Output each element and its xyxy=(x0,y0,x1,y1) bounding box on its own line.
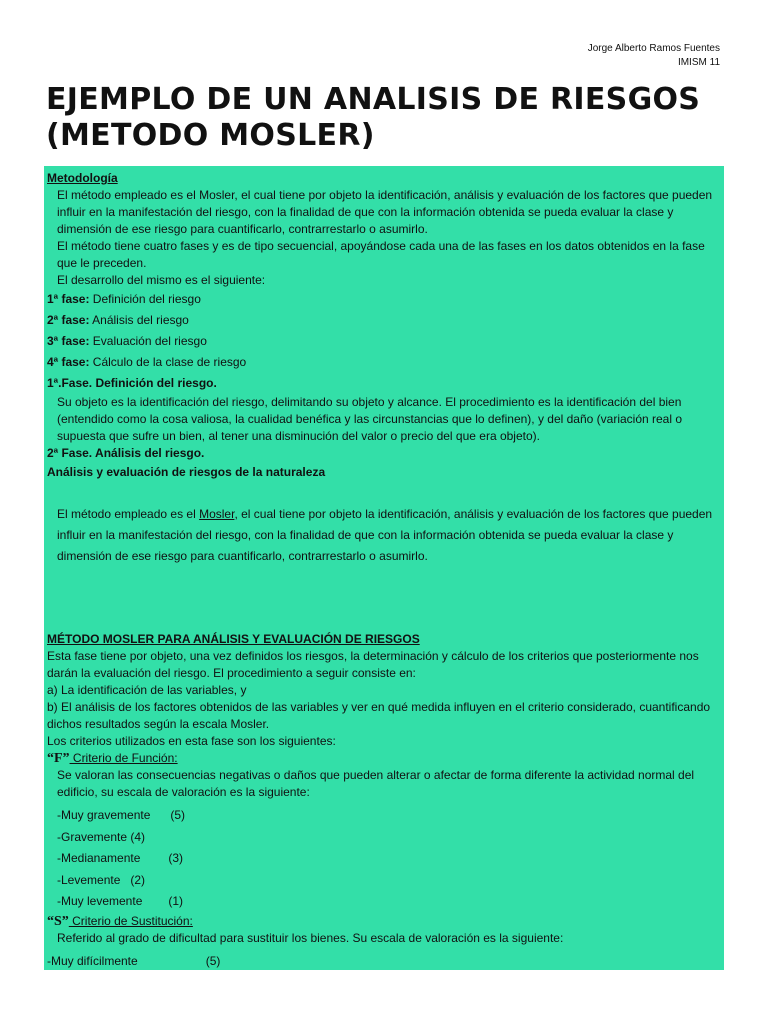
mosler-text: Esta fase tiene por objeto, una vez definidos los riesgos, la determinación y cálculo de los criterios que posteriormente nos darán la evaluación del riesgo. El procedimiento a seguir consiste en: xyxy=(47,649,699,680)
scale-label: -Medianamente xyxy=(57,851,141,865)
scale-item xyxy=(47,848,721,870)
scale-label: -Gravemente xyxy=(57,829,128,844)
phase-text: Definición del riesgo xyxy=(89,292,201,306)
paragraph-1: El método empleado es el Mosler, el cual tiene por objeto la identificación, análisis y evaluación de los factores que pueden influir en la manifestación del riesgo, con la finalidad de que con la información obtenida se pueda evaluar la clase y dimensión de ese riesgo para cuantificarlo, contrarrestarlo o asumirlo. xyxy=(57,188,713,236)
phase1-heading: 1ª.Fase. Definición del riesgo. xyxy=(47,376,217,390)
mosler-heading: MÉTODO MOSLER PARA ANÁLISIS Y EVALUACIÓN DE RIESGOS xyxy=(47,632,420,646)
phase2-heading: 2ª Fase. Análisis del riesgo. xyxy=(47,446,205,460)
phase-label: 3ª fase: xyxy=(47,334,90,348)
paragraph-3: El desarrollo del mismo es el siguiente: xyxy=(57,273,266,287)
item-a: a) La identificación de las variables, y xyxy=(47,683,247,697)
title-line-1: EJEMPLO DE UN ANALISIS DE RIESGOS xyxy=(46,82,701,117)
phase-text: Evaluación del riesgo xyxy=(89,334,207,348)
course-code: IMISM 11 xyxy=(677,57,720,68)
scale-value: (5) xyxy=(170,808,186,822)
page-title xyxy=(46,82,726,154)
analysis-heading: Análisis y evaluación de riesgos de la naturaleza xyxy=(47,465,326,479)
phase-text: Análisis del riesgo xyxy=(89,313,189,327)
phase-label: 2ª fase: xyxy=(47,313,90,327)
scale-item xyxy=(47,827,721,849)
author-name: Jorge Alberto Ramos Fuentes xyxy=(587,43,720,54)
paragraph-4 xyxy=(47,504,721,567)
scale-value: (3) xyxy=(168,851,184,865)
paragraph-4-prefix: El método empleado es el xyxy=(57,507,200,521)
scale-label: -Muy levemente xyxy=(57,894,143,908)
criterion-f xyxy=(47,750,721,767)
scale-item xyxy=(47,891,721,913)
criterion-s-label: Criterio de Sustitución: xyxy=(68,913,193,928)
spacer xyxy=(47,483,721,504)
item-b: b) El análisis de los factores obtenidos de las variables y ver en qué medida influyen en el criterio considerado, cuantificando dichos resultados según la escala Mosler. xyxy=(47,700,711,731)
phase-item xyxy=(47,331,721,352)
criterion-f-label: Criterio de Función: xyxy=(69,751,178,765)
phase-text: Cálculo de la clase de riesgo xyxy=(89,355,247,369)
phase1-text: Su objeto es la identificación del riesgo, delimitando su objeto y alcance. El procedimiento es la identificación del bien (entendido como la cosa valiosa, la cualidad benéfica y las circunstancias que lo definen), y del daño (variación real o supuesta que sufre un bien, al tener una disminución del valor o precio del que era objeto). xyxy=(57,395,683,443)
paragraph-2: El método tiene cuatro fases y es de tipo secuencial, apoyándose cada una de las fases en los datos obtenidos en la fase que le preceden. xyxy=(57,239,705,270)
scale-value: (4) xyxy=(130,829,146,844)
scale-label: -Levemente xyxy=(57,872,121,887)
scale-value: (2) xyxy=(130,872,146,887)
spacer xyxy=(47,567,721,631)
content-box xyxy=(44,166,724,970)
criterion-f-mark: “F” xyxy=(47,751,70,766)
scale-label: -Muy gravemente xyxy=(57,808,151,822)
phase-label: 1ª fase: xyxy=(47,292,90,306)
scale-item xyxy=(47,870,721,892)
criterion-s-text: Referido al grado de dificultad para sustituir los bienes. Su escala de valoración es la siguiente: xyxy=(57,930,564,945)
paragraph-4-suffix: , el cual tiene por objeto la identificación, análisis y evaluación de los factores que pueden influir en la manifestación del riesgo, con la finalidad de que con la información obtenida se pueda evaluar la clase y dimensión de ese riesgo para cuantificarlo, contrarrestarlo o asumirlo. xyxy=(57,507,713,563)
author-block xyxy=(588,42,720,70)
scale-item xyxy=(47,805,721,827)
phase-label: 4ª fase: xyxy=(47,355,90,369)
phase-item xyxy=(47,289,721,310)
criteria-intro: Los criterios utilizados en esta fase son los siguientes: xyxy=(47,734,336,748)
scale-value: (1) xyxy=(168,894,184,908)
criterion-f-text: Se valoran las consecuencias negativas o daños que pueden alterar o afectar de forma diferente la actividad normal del edificio, su escala de valoración es la siguiente: xyxy=(57,768,695,799)
mosler-link[interactable]: Mosler xyxy=(199,507,235,521)
title-line-2: (METODO MOSLER) xyxy=(46,118,375,153)
phase-item xyxy=(47,352,721,373)
criterion-s xyxy=(47,913,721,930)
scale-label: -Muy difícilmente xyxy=(47,953,138,968)
criterion-s-mark: “S” xyxy=(47,913,69,929)
scale-value: (5) xyxy=(205,953,221,968)
scale-item xyxy=(47,951,721,971)
metodologia-heading: Metodología xyxy=(47,171,118,185)
phase-item xyxy=(47,310,721,331)
